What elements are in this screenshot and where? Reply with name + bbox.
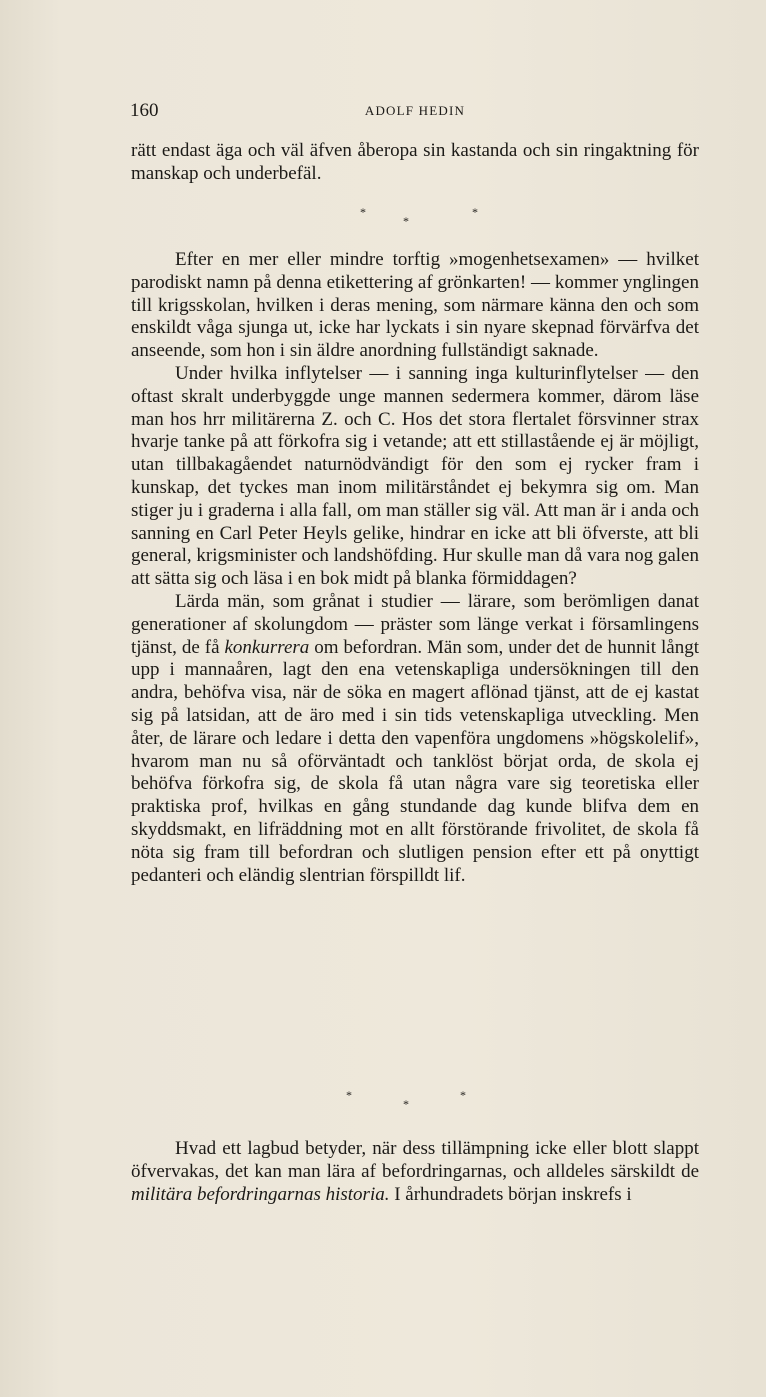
page-header — [130, 100, 700, 124]
running-head: ADOLF HEDIN — [364, 103, 466, 118]
italic-text: militära befordringarnas historia. — [131, 1183, 390, 1205]
paragraph-continuation — [131, 140, 699, 186]
final-text-block — [131, 1138, 699, 1206]
text-run: Lärda män, som grånat i studier — lärare, som berömligen danat generationer af skolungdom — präster som länge verkat i församlingens tjänst, de få — [131, 590, 699, 658]
text-run: Hvad ett lagbud betyder, när dess tillämpning icke eller blott slappt öfvervakas, det kan man lära af befordringarnas, och alldeles särskildt de — [131, 1138, 699, 1182]
text-run: om befordran. Män som, under det de hunnit långt upp i mannaåren, lagt den ena vetenskapliga undersökningen till den andra, behöfva visa, när de söka en magert aflönad tjänst, att de ej kastat sig på latsidan, att de äro med i sin tids vetenskapliga utveckling. Men åter, de lärare och ledare i detta den vapenföra ungdomens »högskolelif», hvarom man nu så oförväntadt och tanklöst börjat orda, de skola ej behöfva förkofra sig, de skola få utan några vare sig teoretiska eller praktiska prof, hvilkas en gång stundande dag kunde blifva dem en skyddsmakt, en lifräddning mot en allt förstörande frivolitet, de skola få nöta sig fram till befordran och slutligen pension efter ett på onyttigt pedanteri och eländig slentrian förspilldt lif. — [131, 636, 699, 886]
separator-star: * — [360, 205, 366, 219]
section-separator-1 — [330, 205, 480, 237]
separator-star: * — [403, 214, 409, 228]
italic-text: konkurrera — [224, 636, 310, 658]
paragraph-inflytelser: Under hvilka inflytelser — i sanning inga kulturinflytelser — den oftast skralt underbyggde unge mannen sedermera kommer, därom läse man hos hrr militärerna Z. och C. Hos det stora flertalet försvinner strax hvarje tanke på att förkofra sig i vetande; att ett stillastående ej är möjligt, utan tillbakagåendet naturnödvändigt för den som ej rycker fram i kunskap, det tyckes man inom militärståndet ej bekymra sig om. Man stiger ju i graderna i alla fall, om man ställer sig väl. Att man är i anda och sanning en Carl Peter Heyls gelike, hindrar en icke att bli öfverste, att bli general, krigsminister och landshöfding. Hur skulle man då vara nog galen att sätta sig och läsa i en bok midt på blanka förmiddagen? — [131, 362, 699, 590]
paragraph-krigsskolan: Efter en mer eller mindre torftig »mogenhetsexamen» — hvilket parodiskt namn på denna etikettering af grönkarten! — kommer ynglingen till krigsskolan, hvilken i deras mening, som närmare känna den och som enskildt våga sjunga ut, icke har lyckats i sin nyare skepnad förvärfva det anseende, som hon i sin äldre anordning fullständigt saknade. — [131, 249, 699, 362]
section-separator-2 — [330, 1088, 480, 1120]
separator-star: * — [403, 1097, 409, 1111]
separator-star: * — [472, 205, 478, 219]
page-number: 160 — [130, 100, 159, 121]
main-text-block — [131, 249, 699, 887]
paragraph-lagbud — [131, 1138, 699, 1206]
separator-star: * — [346, 1088, 352, 1102]
text-run: I århundradets början inskrefs i — [389, 1183, 632, 1205]
separator-star: * — [460, 1088, 466, 1102]
paragraph-larda-man — [131, 591, 699, 887]
paragraph-text: rätt endast äga och väl äfven åberopa sin kastanda och sin ringaktning för manskap och underbefäl. — [131, 140, 699, 184]
